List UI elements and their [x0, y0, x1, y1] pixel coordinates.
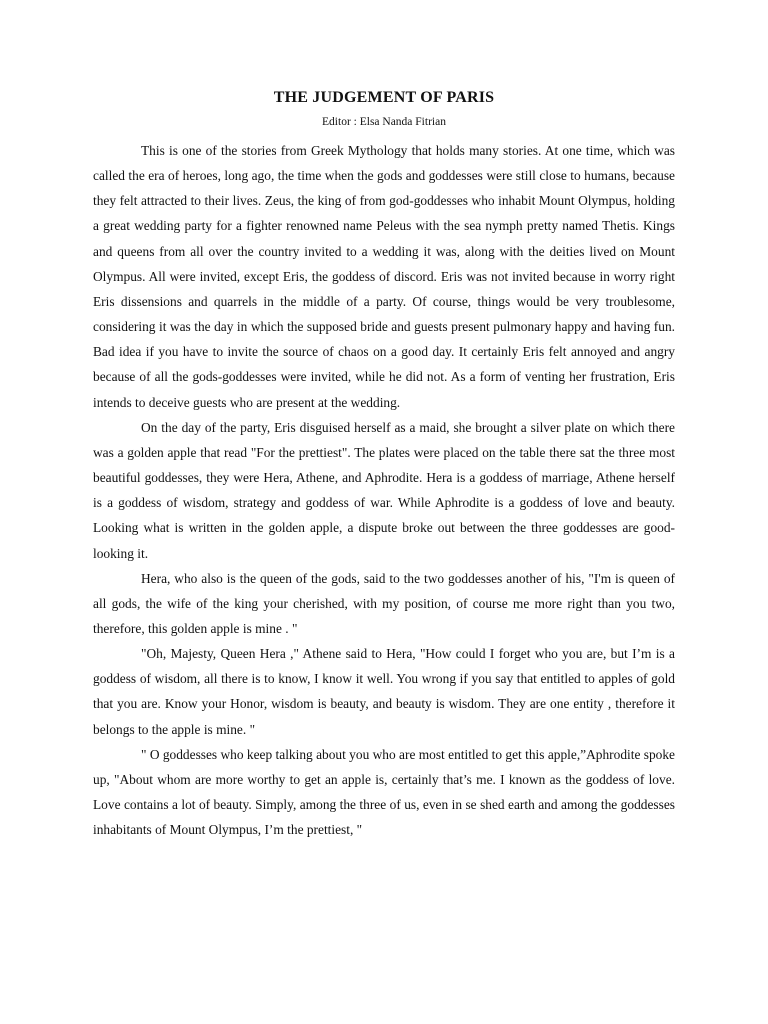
paragraph: " O goddesses who keep talking about you who are most entitled to get this apple,”Aphrodite spoke up, "About whom are more worthy to get an apple is, certainly that’s me. I known as the goddess of love. Love contains a lot of beauty. Simply, among the three of us, even in se shed earth and among the goddesses inhabitants of Mount Olympus, I’m the prettiest, " — [93, 746, 675, 838]
story-body — [93, 138, 675, 842]
paragraph: On the day of the party, Eris disguised herself as a maid, she brought a silver plate on which there was a golden apple that read "For the prettiest". The plates were placed on the table there sat the three most beautiful goddesses, they were Hera, Athene, and Aphrodite. Hera is a goddess of marriage, Athene herself is a goddess of wisdom, strategy and goddess of war. While Aphrodite is a goddess of love and beauty. Looking what is written in the golden apple, a dispute broke out between the three goddesses are good-looking it. — [93, 419, 675, 561]
document-title: THE JUDGEMENT OF PARIS — [273, 89, 495, 106]
paragraph: Hera, who also is the queen of the gods, said to the two goddesses another of his, "I'm is queen of all gods, the wife of the king your cherished, with my position, of course me more right than you two, therefore, this golden apple is mine . " — [93, 570, 675, 636]
paragraph: "Oh, Majesty, Queen Hera ," Athene said to Hera, "How could I forget who you are, but I’m is a goddess of wisdom, all there is to know, I know it well. You wrong if you say that entitled to apples of gold that you are. Know your Honor, wisdom is beauty, and beauty is wisdom. They are one entity , therefore it belongs to the apple is mine. " — [93, 646, 675, 737]
editor-credit: Editor : Elsa Nanda Fitrian — [322, 116, 446, 128]
paragraph: This is one of the stories from Greek Mythology that holds many stories. At one time, which was called the era of heroes, long ago, the time when the gods and goddesses were still close to humans, because they felt attracted to their lives. Zeus, the king of from god-goddesses who inhabit Mount Olympus, holding a great wedding party for a fighter renowned name Peleus with the sea nymph pretty named Thetis. Kings and queens from all over the country invited to a wedding it was, along with the deities lived on Mount Olympus. All were invited, except Eris, the goddess of discord. Eris was not invited because in worry right Eris dissensions and quarrels in the middle of a party. Of course, things would be very troublesome, considering it was the day in which the supposed bride and guests present pulmonary happy and having fun. Bad idea if you have to invite the source of chaos on a good day. It certainly Eris felt annoyed and angry because of all the gods-goddesses were invited, while he did not. As a form of venting her frustration, Eris intends to deceive guests who are present at the wedding. — [93, 143, 675, 410]
